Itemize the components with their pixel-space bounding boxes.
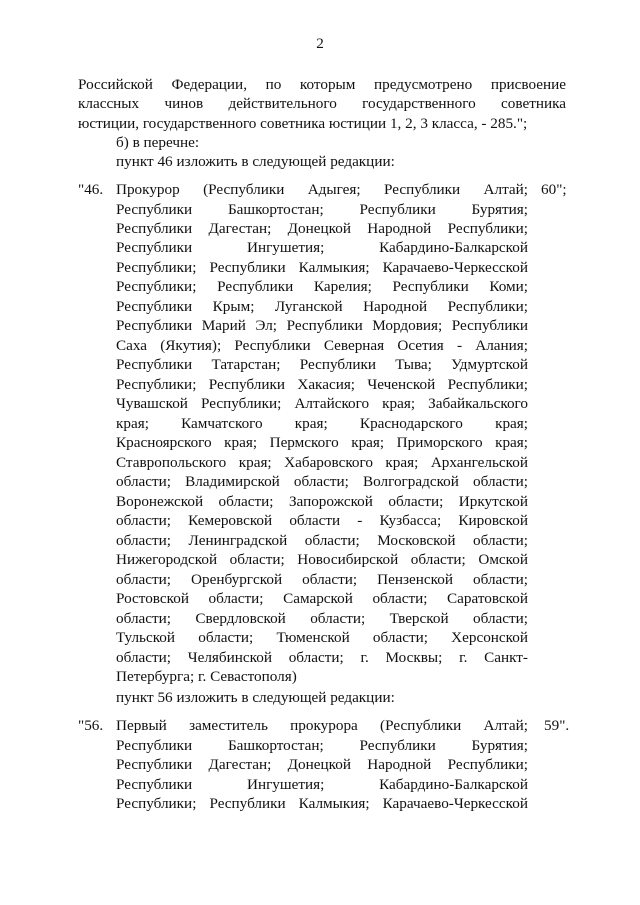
text-line: Тульской области; Тюменской области; Херсонской [116,629,528,646]
text-line: области; Свердловской области; Тверской области; [116,609,528,627]
text-line: Российской Федерации, по которым предусмотрено присвоение [78,76,566,93]
text-line: области; Оренбургской области; Пензенской области; [116,570,528,588]
text-line: Прокурор (Республики Адыгея; Республики Алтай; [116,181,528,198]
text-line: Республики Башкортостан; Республики Бурятия; [116,736,528,754]
text-line: Ставропольского края; Хабаровского края; Архангельской [116,453,528,471]
text-line: Республики; Республики Калмыкия; Карачаево-Черкесской [116,258,528,276]
text-line: классных чинов действительного государственного советника [78,95,566,113]
subpoint-b: б) в перечне: [116,134,200,151]
text-line: юстиции, государственного советника юстиции 1, 2, 3 класса, - 285."; [78,114,528,132]
text-line: Республики Марий Эл; Республики Мордовия; Республики [116,317,528,335]
text-line: области; Кемеровской области - Кузбасса; Кировской [116,512,528,530]
text-line: Республики; Республики Карелия; Республики Коми; [116,278,528,296]
page-number: 2 [316,35,324,52]
text-line: Республики; Республики Калмыкия; Карачаево-Черкесской [116,795,528,812]
item-56-count: 59". [544,717,570,734]
text-line: Воронежской области; Запорожской области; Иркутской [116,492,528,510]
text-line: Саха (Якутия); Республики Северная Осетия - Алания; [116,336,528,354]
text-line: Петербурга; г. Севастополя) [116,668,297,685]
text-line: Первый заместитель прокурора (Республики Алтай; [116,717,528,734]
text-line: Республики Татарстан; Республики Тыва; Удмуртской [116,356,528,374]
text-line: Республики Башкортостан; Республики Бурятия; [116,200,528,218]
text-line: края; Камчатского края; Краснодарского края; [116,414,528,432]
text-line: Республики Ингушетия; Кабардино-Балкарской [116,239,528,257]
item-46-count: 60"; [541,181,567,198]
text-line: Нижегородской области; Новосибирской области; Омской [116,551,528,569]
item-46-number: "46. [78,181,104,198]
text-line: Республики Крым; Луганской Народной Республики; [116,297,528,315]
text-line: области; Челябинской области; г. Москвы; г. Санкт- [116,648,528,666]
text-line: Республики Дагестан; Донецкой Народной Республики; [116,220,528,237]
text-line: Ростовской области; Самарской области; Саратовской [116,590,528,608]
text-line: области; Ленинградской области; Московской области; [116,531,528,549]
text-line: Республики; Республики Хакасия; Чеченской Республики; [116,375,528,393]
item-56-number: "56. [78,717,104,734]
instruction-56: пункт 56 изложить в следующей редакции: [116,689,395,706]
text-line: Республики Ингушетия; Кабардино-Балкарской [116,775,528,793]
instruction-46: пункт 46 изложить в следующей редакции: [116,153,395,170]
text-line: области; Владимирской области; Волгоградской области; [116,473,528,491]
text-line: Республики Дагестан; Донецкой Народной Республики; [116,756,528,773]
text-line: Чувашской Республики; Алтайского края; Забайкальского [116,395,528,413]
text-line: Красноярского края; Пермского края; Приморского края; [116,434,528,452]
